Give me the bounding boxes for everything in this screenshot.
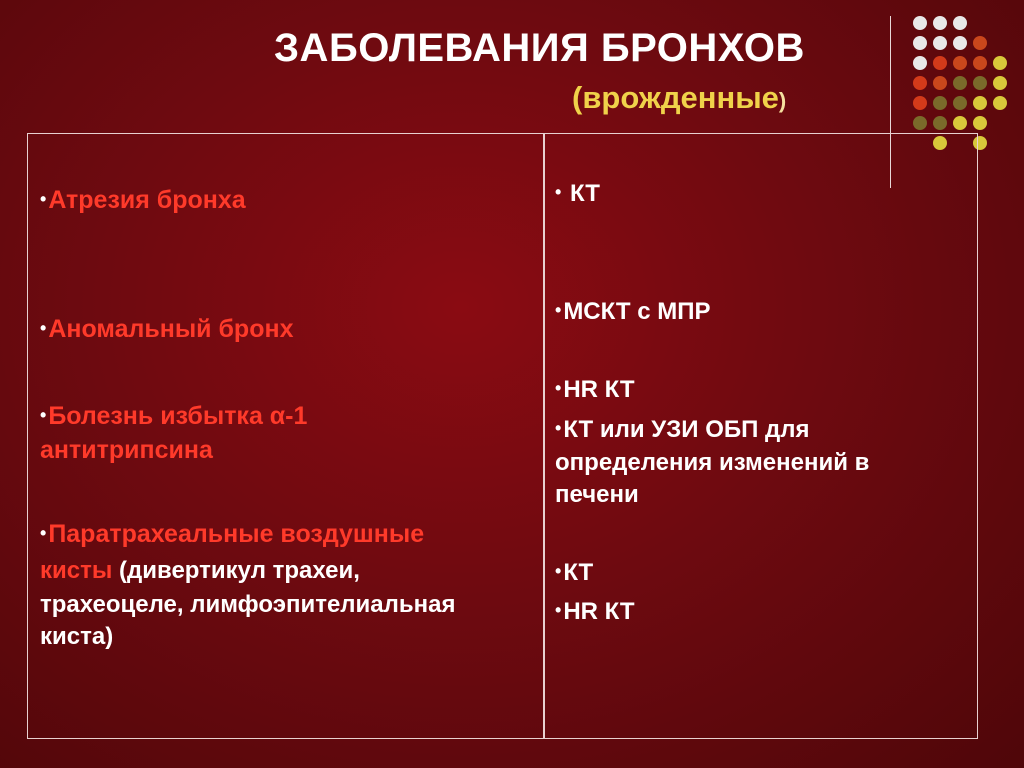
decorative-dot bbox=[913, 56, 927, 70]
decorative-dot bbox=[913, 76, 927, 90]
decorative-dot bbox=[953, 76, 967, 90]
bullet-icon: • bbox=[555, 378, 562, 398]
decorative-dot bbox=[973, 96, 987, 110]
decorative-dot bbox=[933, 56, 947, 70]
decorative-dot bbox=[933, 96, 947, 110]
bullet-icon: • bbox=[555, 600, 562, 620]
decorative-dot bbox=[993, 96, 1007, 110]
decorative-dot bbox=[993, 76, 1007, 90]
decorative-dot bbox=[973, 116, 987, 130]
left-item-paratracheal-line3: трахеоцеле, лимфоэпителиальная bbox=[40, 591, 456, 618]
decorative-dot bbox=[933, 116, 947, 130]
right-item-hrct-1: •HR КТ bbox=[555, 376, 635, 403]
subtitle-close-paren: ) bbox=[778, 88, 787, 113]
subtitle-text: (врожденные bbox=[572, 80, 779, 115]
slide-subtitle bbox=[572, 80, 786, 116]
decorative-dot bbox=[973, 36, 987, 50]
right-item-ct-1: • КТ bbox=[555, 180, 600, 207]
decorative-dot bbox=[973, 56, 987, 70]
left-item-atresia: •Атрезия бронха bbox=[40, 186, 246, 214]
decorative-dot bbox=[953, 96, 967, 110]
decorative-dot bbox=[953, 16, 967, 30]
decorative-dot bbox=[953, 56, 967, 70]
left-item-anomalous-bronchus: •Аномальный бронх bbox=[40, 315, 294, 343]
decorative-dot bbox=[953, 36, 967, 50]
bullet-icon: • bbox=[40, 405, 47, 425]
bullet-icon: • bbox=[555, 182, 562, 202]
bullet-icon: • bbox=[555, 418, 562, 438]
right-item-ct-2: •КТ bbox=[555, 559, 594, 586]
decorative-dot bbox=[913, 36, 927, 50]
left-item-alpha1-line1: •Болезнь избытка α-1 bbox=[40, 402, 308, 430]
right-item-ct-us-line3: печени bbox=[555, 481, 639, 508]
slide-title: ЗАБОЛЕВАНИЯ БРОНХОВ bbox=[274, 26, 805, 70]
decorative-dot bbox=[933, 36, 947, 50]
decorative-dot bbox=[933, 16, 947, 30]
bullet-icon: • bbox=[40, 189, 47, 209]
bullet-icon: • bbox=[40, 523, 47, 543]
cysts-label: кисты bbox=[40, 557, 113, 584]
decorative-dot bbox=[993, 56, 1007, 70]
left-item-paratracheal-line4: киста) bbox=[40, 623, 114, 650]
bullet-icon: • bbox=[555, 561, 562, 581]
decorative-dot bbox=[913, 96, 927, 110]
right-item-ct-us-line2: определения изменений в bbox=[555, 449, 870, 476]
left-item-paratracheal-line1: •Паратрахеальные воздушные bbox=[40, 520, 425, 548]
bullet-icon: • bbox=[555, 300, 562, 320]
decorative-dot bbox=[953, 116, 967, 130]
decorative-dot bbox=[913, 116, 927, 130]
decorative-dot bbox=[913, 16, 927, 30]
left-item-paratracheal-line2 bbox=[40, 556, 360, 586]
right-item-msct: •МСКТ с МПР bbox=[555, 298, 711, 325]
decorative-dot bbox=[933, 76, 947, 90]
right-item-hrct-2: •HR КТ bbox=[555, 598, 635, 625]
right-item-ct-us-line1: •КТ или УЗИ ОБП для bbox=[555, 416, 810, 443]
left-item-alpha1-line2: антитрипсина bbox=[40, 436, 213, 464]
bullet-icon: • bbox=[40, 318, 47, 338]
table-column-divider bbox=[543, 133, 545, 739]
decorative-dot bbox=[973, 76, 987, 90]
diverticulum-text: (дивертикул трахеи, bbox=[112, 557, 360, 584]
